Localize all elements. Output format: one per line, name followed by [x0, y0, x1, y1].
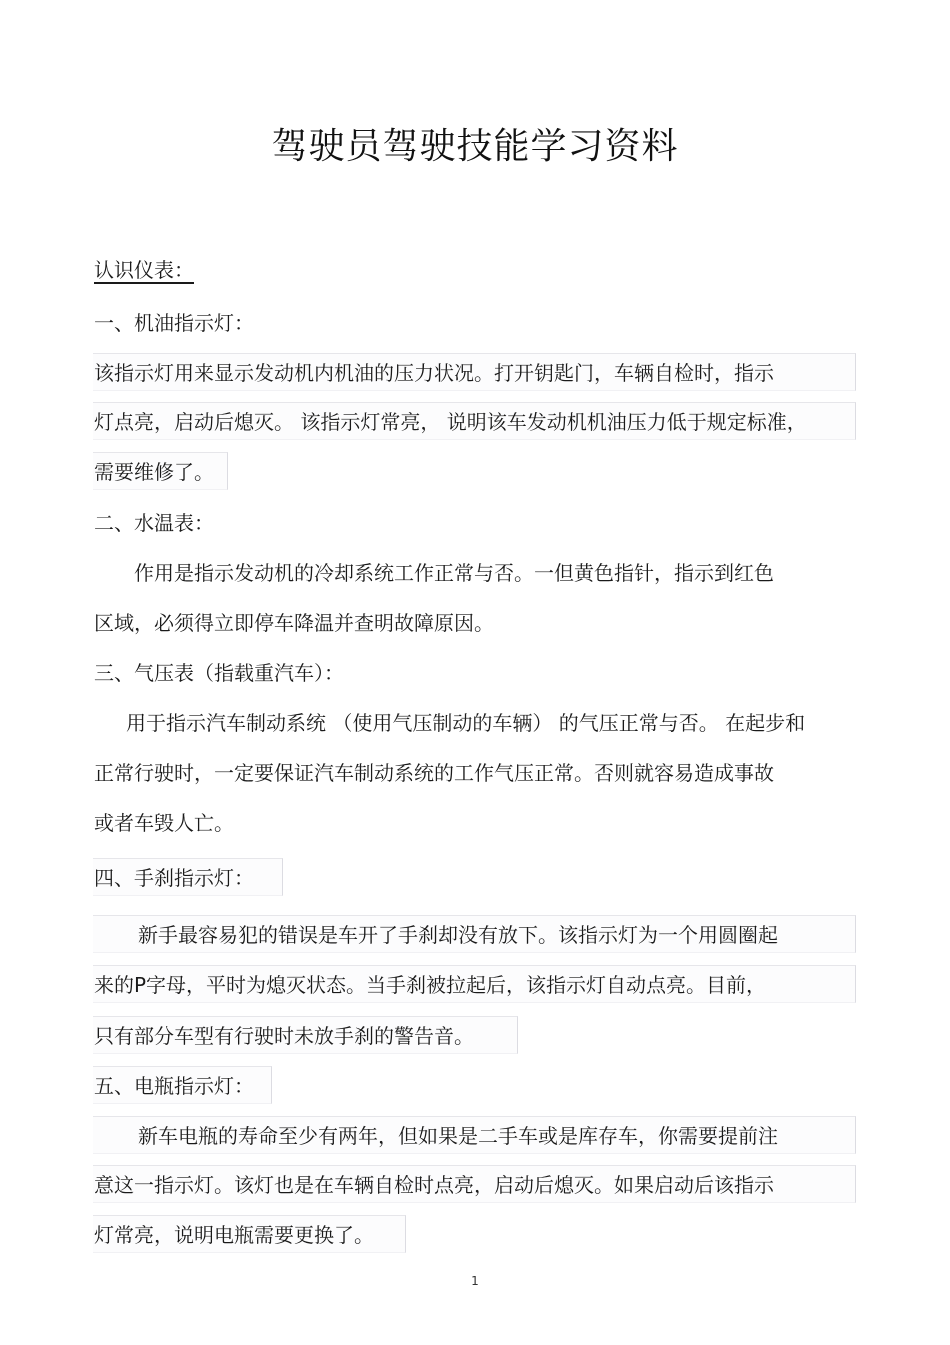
paragraph-line: 或者车毁人亡。	[94, 811, 234, 835]
paragraph-line: 作用是指示发动机的冷却系统工作正常与否。一但黄色指针，指示到红色	[134, 561, 774, 585]
paragraph-line: 意这一指示灯。该灯也是在车辆自检时点亮，启动后熄灭。如果启动后该指示	[94, 1173, 774, 1197]
section-heading-air-pressure: 三、气压表（指载重汽车）：	[94, 661, 344, 685]
paragraph-line: 只有部分车型有行驶时未放手刹的警告音。	[94, 1024, 474, 1048]
paragraph-line: 用于指示汽车制动系统 （使用气压制动的车辆） 的气压正常与否。 在起步和	[126, 711, 806, 735]
section-heading-water-temp: 二、水温表：	[94, 511, 214, 535]
section-heading-handbrake-light: 四、手刹指示灯：	[94, 866, 254, 890]
section-heading-instruments: 认识仪表：	[94, 258, 194, 282]
paragraph-line: 新手最容易犯的错误是车开了手刹却没有放下。该指示灯为一个用圆圈起	[138, 923, 778, 947]
paragraph-line: 正常行驶时，一定要保证汽车制动系统的工作气压正常。否则就容易造成事故	[94, 761, 774, 785]
paragraph-line: 灯常亮，说明电瓶需要更换了。	[94, 1223, 374, 1247]
paragraph-line: 需要维修了。	[94, 460, 214, 484]
paragraph-line: 该指示灯用来显示发动机内机油的压力状况。打开钥匙门，车辆自检时，指示	[94, 361, 774, 385]
page-number: 1	[471, 1274, 479, 1288]
document-title: 驾驶员驾驶技能学习资料	[271, 126, 679, 167]
section-heading-battery-light: 五、电瓶指示灯：	[94, 1074, 254, 1098]
section-heading-oil-light: 一、机油指示灯：	[94, 311, 254, 335]
paragraph-line: 灯点亮，启动后熄灭。 该指示灯常亮， 说明该车发动机机油压力低于规定标准，	[94, 410, 807, 434]
paragraph-line: 来的P字母，平时为熄灭状态。当手刹被拉起后，该指示灯自动点亮。目前，	[94, 973, 767, 997]
paragraph-line: 新车电瓶的寿命至少有两年，但如果是二手车或是库存车，你需要提前注	[138, 1124, 778, 1148]
paragraph-line: 区域，必须得立即停车降温并查明故障原因。	[94, 611, 494, 635]
